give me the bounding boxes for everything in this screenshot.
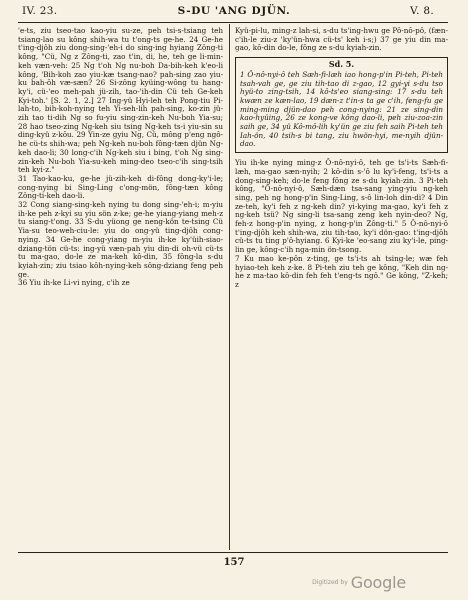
paragraph: 32 Cong siang-sing-keh nying tu dong sing-'eh-i; m-yiu ih-ke peh z-kyi su yiu sön z-ke; ge-he yiang-yiang meh-z tu siang-t'ong. 33 S-du yüong ge neng-kön te-tsing Cü Yia-su teo-weh-ciu-le: yiu do ong-yü ting-djôh cong-nying. 34 Ge-he cong-yiang m-yiu ih-ke ky'üih-siao-dziang-tön cü-ts: ing-yü væn-pah yiu din-di oh-vü cü-ts tu ma-gao, do-le ze ma-keh kô-din, 35 fông-la s-du kyiah-zin; ziu tsiao kôh-nying-keh sông-dziang feng peh ge. (18, 200, 223, 279)
paragraph: Kyü-pi-lu, ming-z lah-si, s-du ts'ing-hwu ge Pô-nô-pô, (fæn-c'ih-le ziu-z 'ky'ün-hwa cü-ts' keh i-s;) 37 ge yiu din ma-gao, kô-din do-le, fông ze s-du kyiah-zin. (235, 26, 448, 53)
left-column (18, 27, 223, 288)
book-title: S-DU 'ANG DJÜN. (177, 5, 291, 17)
paragraph: 31 Tao-kao-ku, ge-he jü-zih-keh di-fông dong-ky'i-le; cong-nying bi Sing-Ling c'ong-mön, fông-tæn kông Zông-ti-keh dao-li. (18, 173, 223, 201)
paragraph: 'e-ts, ziu tseo-tao kao-yiu su-ze, peh tsi-s-tsiang teh tsiang-lao su kông shih-wa tu t'ong-ts ge-he. 24 Ge-he t'ing-djôh ziu dong-sing-'eh-i do sing-ing hyiang Zông-ti kông, "Cü, Ng z Zông-ti, zao t'in, di, he, teh ge li-min-keh væn-veh: 25 Ng t'oh Ng nu-boh Da-bih-keh k'eo-li kông, 'Bih-koh zao yiu-kæ tsang-nao? pah-sing zao yiu-ku bah-ôh væ-sæn? 26 Si-zông kyüing-wông tu hang-ky'i, cü-'eo meh-pah jü-zih, tao-'ih-din Cü teh Ge-keh Kyi-toh.' [S. 2. 1, 2.] 27 Ing-yü Hyi-leh teh Pong-tiu Pi-lah-to, bih-koh-nying teh Yi-seh-lih pah-sing, ko-zin jü-zih tao ti-dih Ng so fu-yiu sing-zin-keh Nu-boh Yia-su; 28 hao tseo-zing Ng-keh siu tsing Ng-keh ts-i yiu-sin su ding-kyü z-kôu. 29 Yin-ze gyiu Ng, Cü, mông p'eng ngô-he cü-ts shih-wa; peh Ng-keh nu-boh fông-tæn djün Ng-keh dao-li; 30 long-c'ih Ng-keh siu i bing, t'oh Ng sing-zin-keh Nu-boh Yia-su-keh ming-deo tseo-c'ih sing-tsih teh kyi-z." (18, 26, 223, 175)
chapter-summary-box (235, 57, 448, 153)
paragraph: 36 Yiu ih-ke Li-vi nying, c'ih ze (18, 278, 130, 288)
paragraph: 7 Ku mao ke-pôn z-ting, ge ts'i-ts ah tsing-le; wæ feh hyiao-teh keh z-ke. 8 Pi-teh ziu teh ge kông, "Keh din ng-he z ma-tao kô-din feh feh t'eng-ts ngô." Ge kông, "Z-keh; z (235, 253, 448, 289)
header-rule (18, 22, 448, 23)
footer-rule (18, 552, 448, 553)
right-column (235, 27, 448, 290)
watermark-brand: Google (350, 573, 406, 592)
page-number: 157 (223, 557, 245, 568)
digitized-watermark (312, 572, 406, 592)
chapter-ref: Sd. 5. (328, 59, 355, 70)
column-divider (229, 24, 230, 550)
paragraph: Yiu ih-ke nying ming-z Ô-nô-nyi-ô, teh ge ts'i-ts Sæh-fi-læh, ma-gao sæn-nyih; 2 kô-din s-'ô lu ky'i-feng, ts'i-ts a dong-sing-keh; do-le feng fông ze s-du kyiah-zin. 3 Pi-teh kông, "Ô-nô-nyi-ô, Sæh-dæn tsa-sang ying-yiu ng-keh sing, peh ng hong-p'in Sing-Ling, s-ô lin-loh din-di? 4 Din ze-teh, ky'i feh z ng-keh din? yi-kying ma-gao, ky'i feh z ng-keh tsü? Ng sing-li tsa-sang zeng keh nyin-deo? Ng, feh-z hong-p'in nying, z hong-p'in Zông-ti." 5 Ô-nô-nyi-ô t'ing-djôh keh shih-wa, ziu tih-tao, ky'i dön-gao: t'ing-djôh cü-ts tu ting p'ô-hyiang. 6 Kyi-ke 'eo-sang ziu ky'i-le, ping-lin ge, kông-c'ih nga-min ön-tsong. (235, 158, 448, 255)
running-header (0, 5, 468, 21)
watermark-prefix: Digitized by (312, 579, 348, 586)
chapter-verse-right: V. 8. (410, 5, 434, 17)
chapter-verse-left: IV. 23. (22, 5, 58, 17)
chapter-summary: 1 Ô-nô-nyi-ô teh Sæh-fi-læh iao hong-p'in Pi-teh, Pi-teh tsah-vah ge, ge ziu tih-tao di z-gao, 12 gyi-yi s-du tso hyü-to zing-tsih, 14 kô-ts'eo siang-sing: 17 s-du teh kwæn ze kæn-lao, 19 dæn-z t'in-s ta ge c'ih, feng-fu ge ming-ming djün-dao peh cong-nying: 21 ze sing-din kao-hyüing, 26 ze kong-ve kông dao-li, peh ziu-zoa-zin saih ge, 34 yü Kô-mô-lih ky'ün ge ziu feh saih Pi-teh teh Iah-ön, 40 tsih-s bi tang, ziu hwön-hyi, me-nyih djün-dao. (240, 69, 443, 149)
